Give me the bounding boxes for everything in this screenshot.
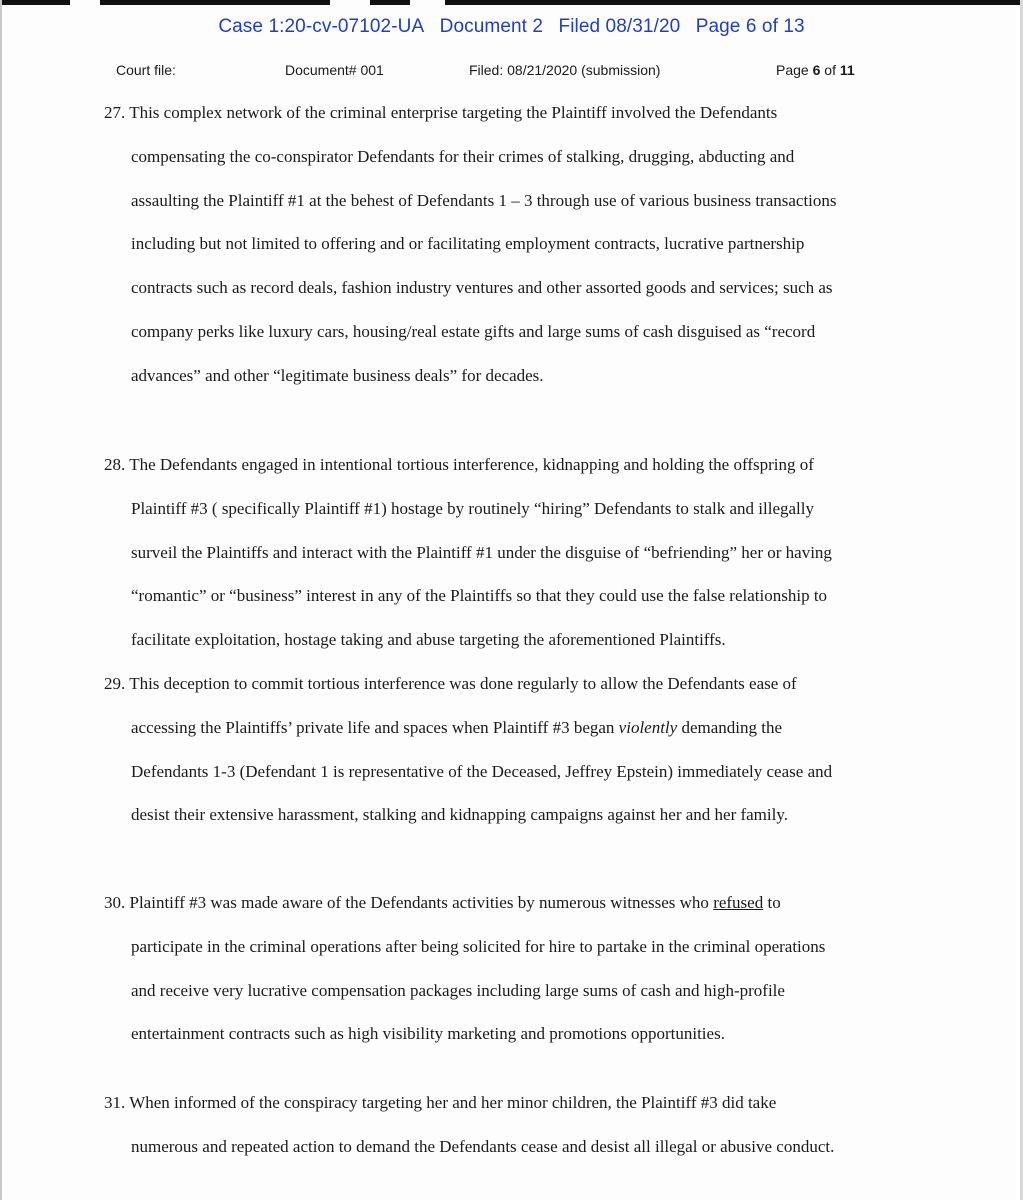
- paragraph-29: [104, 662, 964, 837]
- paragraph-text: The Defendants engaged in intentional tortious interference, kidnapping and holding the offspring of: [129, 455, 814, 474]
- paragraph-number: 29.: [104, 674, 126, 693]
- page-label-prefix: Page: [776, 62, 809, 78]
- page-top-border: [0, 0, 1023, 5]
- paragraph-text: participate in the criminal operations after being solicited for hire to partake in the criminal operations: [131, 936, 826, 956]
- page-label-of: of: [824, 62, 836, 78]
- court-header: [0, 62, 1023, 82]
- paragraph-text: including but not limited to offering and or facilitating employment contracts, lucrative partnership: [131, 234, 805, 254]
- paragraph-text: “romantic” or “business” interest in any of the Plaintiffs so that they could use the false relationship to: [131, 586, 828, 606]
- paragraph-text: Plaintiff #3 was made aware of the Defendants activities by numerous witnesses who: [129, 893, 714, 912]
- ecf-page-count: Page 6 of 13: [695, 16, 805, 37]
- page-label: [776, 62, 855, 78]
- paragraph-text: and receive very lucrative compensation packages including large sums of cash and high-profile: [131, 980, 785, 1000]
- paragraph-text: surveil the Plaintiffs and interact with the Plaintiff #1 under the disguise of “befriending” her or having: [131, 542, 832, 562]
- paragraph-line: [104, 662, 964, 706]
- paragraph-number: 28.: [104, 455, 126, 474]
- page-total: 11: [839, 62, 855, 78]
- paragraph-text: compensating the co-conspirator Defendants for their crimes of stalking, drugging, abducting and: [131, 146, 795, 166]
- ecf-document-number: Document 2: [439, 16, 544, 37]
- paragraph-text: contracts such as record deals, fashion industry ventures and other assorted goods and services; such as: [131, 278, 833, 298]
- paragraph-text: to: [763, 893, 781, 912]
- paragraph-text: This deception to commit tortious interference was done regularly to allow the Defendants ease of: [129, 674, 797, 693]
- paragraph-text: company perks like luxury cars, housing/real estate gifts and large sums of cash disguised as “record: [131, 321, 816, 341]
- paragraph-number: 30.: [104, 893, 126, 912]
- paragraph-31: [104, 1081, 964, 1169]
- emphasized-word: violently: [618, 717, 678, 737]
- ecf-case-number: Case 1:20-cv-07102-UA: [218, 16, 425, 37]
- paragraph-text: facilitate exploitation, hostage taking and abuse targeting the aforementioned Plaintiffs.: [131, 630, 726, 650]
- paragraph-line: [131, 706, 964, 750]
- paragraph-27: [104, 91, 964, 398]
- paragraph-text: accessing the Plaintiffs’ private life and spaces when Plaintiff #3 began: [131, 717, 619, 737]
- paragraph-line: [104, 91, 964, 135]
- paragraph-28: [104, 443, 964, 662]
- paragraph-line: [104, 443, 964, 487]
- paragraph-number: 27.: [104, 103, 126, 122]
- paragraph-line: [104, 1081, 964, 1125]
- underlined-word: refused: [713, 893, 764, 912]
- paragraph-text: demanding the: [677, 717, 783, 737]
- paragraph-text: entertainment contracts such as high visibility marketing and promotions opportunities.: [131, 1024, 725, 1044]
- ecf-filed-date: Filed 08/31/20: [558, 16, 681, 37]
- paragraph-number: 31.: [104, 1093, 126, 1112]
- paragraph-text: desist their extensive harassment, stalking and kidnapping campaigns against her and her family.: [131, 805, 788, 825]
- paragraph-text: Defendants 1-3 (Defendant 1 is representative of the Deceased, Jeffrey Epstein) immediately cease and: [131, 761, 833, 781]
- paragraph-text: numerous and repeated action to demand the Defendants cease and desist all illegal or abusive conduct.: [131, 1136, 835, 1156]
- court-file-label: Court file:: [116, 62, 176, 78]
- page-left-border: [0, 0, 2, 1200]
- paragraph-text: advances” and other “legitimate business deals” for decades.: [131, 365, 544, 385]
- paragraph-text: This complex network of the criminal enterprise targeting the Plaintiff involved the Defendants: [129, 103, 778, 122]
- page-current: 6: [812, 62, 821, 78]
- paragraph-line: [104, 881, 964, 925]
- paragraph-30: [104, 881, 964, 1056]
- filed-date: Filed: 08/21/2020 (submission): [469, 62, 661, 78]
- paragraph-text: When informed of the conspiracy targeting her and her minor children, the Plaintiff #3 did take: [129, 1093, 777, 1112]
- ecf-header-stamp: [0, 16, 1023, 38]
- document-number: Document# 001: [285, 62, 384, 78]
- paragraph-text: Plaintiff #3 ( specifically Plaintiff #1) hostage by routinely “hiring” Defendants to stalk and illegally: [131, 498, 814, 518]
- paragraph-text: assaulting the Plaintiff #1 at the behest of Defendants 1 – 3 through use of various business transactions: [131, 190, 837, 210]
